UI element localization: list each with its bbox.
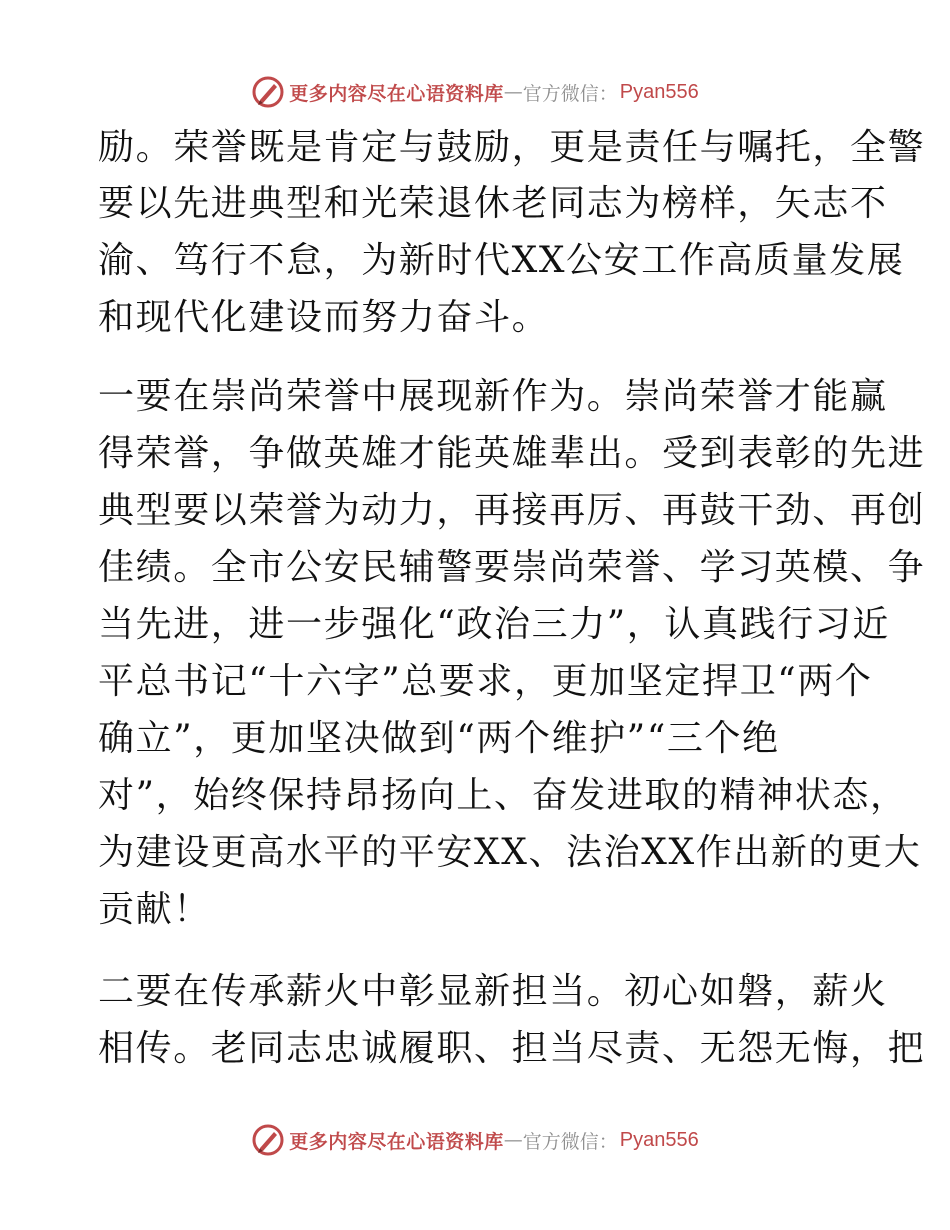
- body-line: 为建设更高水平的平安XX、法治XX作出新的更大: [98, 832, 922, 873]
- footer-wechat-label: 官方微信：: [522, 1130, 618, 1153]
- header-banner: [0, 72, 950, 112]
- header-wechat-label: 官方微信：: [522, 82, 618, 105]
- body-line: 佳绩。全市公安民辅警要崇尚荣誉、学习英模、争: [98, 547, 926, 588]
- body-line: 要以先进典型和光荣退休老同志为榜样，矢志不: [98, 183, 888, 224]
- body-line: 对”，始终保持昂扬向上、奋发进取的精神状态，: [98, 775, 908, 816]
- body-line: 当先进，进一步强化“政治三力”，认真践行习近: [98, 604, 891, 645]
- header-site-text: 更多内容尽在心语资料库: [289, 82, 504, 105]
- footer-separator: —: [503, 1129, 523, 1151]
- body-line: 相传。老同志忠诚履职、担当尽责、无怨无悔，把: [98, 1028, 926, 1069]
- header-separator: —: [503, 81, 523, 103]
- header-wechat-id: Pyan556: [619, 80, 699, 103]
- body-line: 励。荣誉既是肯定与鼓励，更是责任与嘱托，全警: [98, 127, 926, 168]
- footer-banner: [0, 1120, 950, 1160]
- footer-wechat-id: Pyan556: [619, 1128, 699, 1151]
- body-line: 平总书记“十六字”总要求，更加坚定捍卫“两个: [98, 661, 873, 702]
- body-line: 贡献！: [98, 889, 211, 930]
- pen-logo-icon: [251, 1123, 285, 1157]
- footer-site-text: 更多内容尽在心语资料库: [289, 1130, 504, 1153]
- body-line: 得荣誉，争做英雄才能英雄辈出。受到表彰的先进: [98, 433, 926, 474]
- body-line: 典型要以荣誉为动力，再接再厉、再鼓干劲、再创: [98, 490, 926, 531]
- pen-logo-icon: [251, 75, 285, 109]
- body-line: 和现代化建设而努力奋斗。: [98, 297, 550, 338]
- body-line: 确立”，更加坚决做到“两个维护”“三个绝: [98, 718, 780, 759]
- body-line: 渝、笃行不怠，为新时代XX公安工作高质量发展: [98, 240, 905, 281]
- paragraph-start-line: 一要在崇尚荣誉中展现新作为。崇尚荣誉才能赢: [98, 376, 888, 417]
- paragraph-start-line: 二要在传承薪火中彰显新担当。初心如磐，薪火: [98, 971, 888, 1012]
